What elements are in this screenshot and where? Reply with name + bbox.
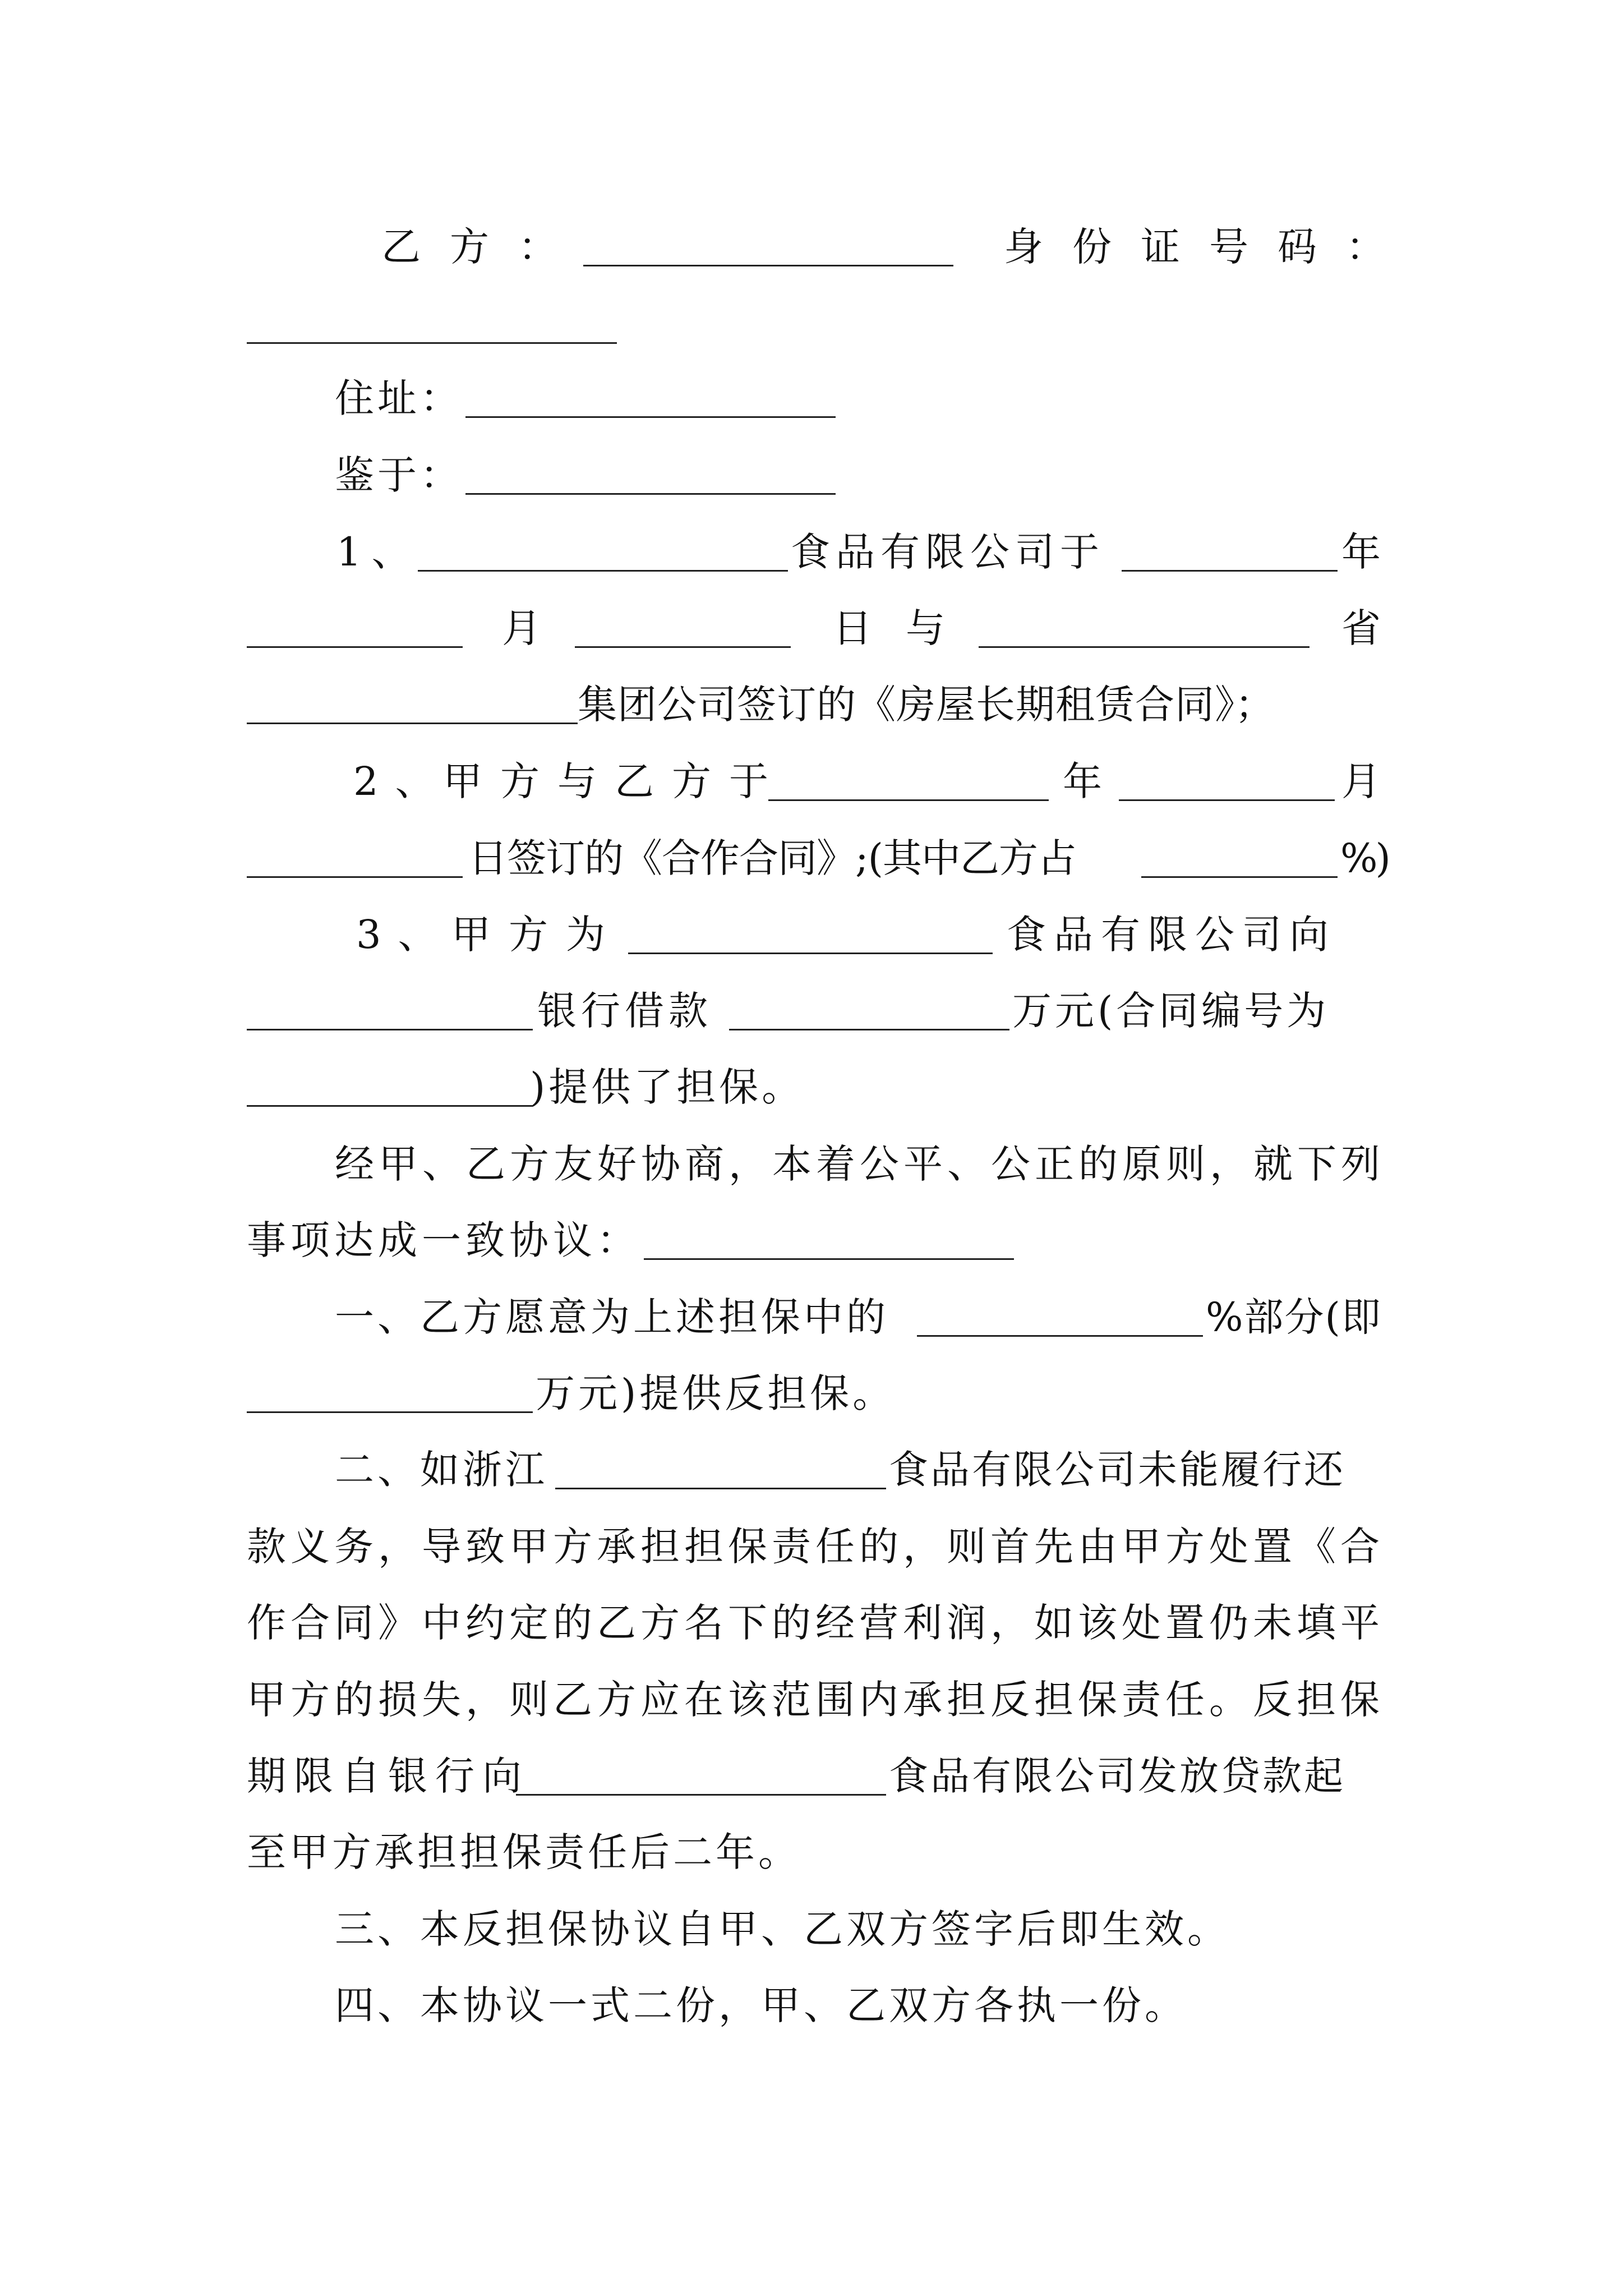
item1-province: 省 [1341, 605, 1381, 651]
item2-day-blank[interactable] [247, 876, 463, 878]
item1-day-blank[interactable] [575, 646, 791, 648]
clause1-text: 一、乙方愿意为上述担保中的 [335, 1294, 889, 1340]
item3-bank-blank[interactable] [247, 1029, 533, 1030]
clause2-line5-lead: 期限自银行向 [247, 1753, 529, 1799]
item1-province-blank[interactable] [979, 646, 1310, 648]
clause2-line2 [0, 1513, 1623, 1580]
clause1-amount-text: 万元)提供反担保。 [536, 1370, 896, 1416]
agreement-line1 [0, 1130, 1623, 1198]
clause2-line6-text: 至甲方承担担保责任后二年。 [247, 1829, 801, 1875]
item2-month: 月 [1341, 758, 1381, 804]
clause1-percent-part: %部分(即 [1206, 1294, 1382, 1340]
clause2-line4 [0, 1666, 1623, 1733]
item1-day: 日 [833, 605, 872, 651]
item1-number: 1、 [336, 529, 421, 575]
clause2-line5 [0, 1742, 1623, 1810]
clause1-line1 [0, 1283, 1623, 1351]
item3-amount-blank[interactable] [729, 1029, 1009, 1030]
clause3-line [0, 1895, 1623, 1963]
whereas-blank[interactable] [465, 493, 836, 495]
clause2-line3-text: 作合同》中约定的乙方名下的经营利润，如该处置仍未填平 [247, 1600, 1384, 1646]
clause3-text: 三、本反担保协议自甲、乙双方签字后即生效。 [335, 1906, 1230, 1952]
item1-month-blank[interactable] [247, 646, 463, 648]
item3-amount-text: 万元(合同编号为 [1012, 988, 1330, 1034]
address-label: 住址： [335, 375, 463, 421]
id-number-line [0, 291, 1623, 358]
clause1-line2 [0, 1360, 1623, 1427]
whereas-label: 鉴于： [335, 452, 463, 498]
item3-number: 3、 [356, 912, 454, 958]
item1-year: 年 [1341, 529, 1381, 575]
item3-line2 [0, 977, 1623, 1045]
item1-year-blank[interactable] [1122, 570, 1338, 572]
address-line [0, 365, 1623, 432]
clause2-line3 [0, 1589, 1623, 1657]
clause1-amount-blank[interactable] [247, 1411, 533, 1413]
item2-percent: %) [1340, 835, 1389, 881]
clause2-line2-text: 款义务，导致甲方承担担保责任的，则首先由甲方处置《合 [247, 1524, 1384, 1570]
item1-company-blank[interactable] [418, 570, 788, 572]
id-number-label: 身份证号码： [1004, 224, 1414, 270]
whereas-line [0, 441, 1623, 509]
clause1-percent-blank[interactable] [917, 1335, 1203, 1337]
item2-line2 [0, 825, 1623, 892]
item3-contract-number-blank[interactable] [247, 1105, 533, 1107]
clause2-line6 [0, 1819, 1623, 1886]
item3-guaranteed: )提供了担保。 [530, 1064, 805, 1110]
item2-number: 2、 [353, 758, 451, 804]
item1-line1 [0, 518, 1623, 586]
item2-month-blank[interactable] [1119, 799, 1335, 801]
agreement-line2 [0, 1207, 1623, 1274]
item1-line3 [0, 671, 1623, 738]
clause2-bank-blank[interactable] [516, 1794, 886, 1796]
clause2-line5-tail: 食品有限公司发放贷款起 [889, 1753, 1345, 1799]
item2-percent-blank[interactable] [1141, 876, 1338, 878]
item3-line3 [0, 1053, 1623, 1121]
clause2-company-blank[interactable] [555, 1488, 886, 1489]
item3-company-blank[interactable] [628, 953, 993, 954]
agreement-intro2: 事项达成一致协议： [247, 1217, 640, 1263]
item1-month: 月 [502, 605, 541, 651]
clause2-line1-tail: 食品有限公司未能履行还 [889, 1447, 1345, 1493]
item2-line1 [0, 748, 1623, 815]
item2-year-blank[interactable] [768, 799, 1049, 801]
clause2-lead: 二、如浙江 [335, 1447, 548, 1493]
item3-text: 甲方为 [451, 912, 623, 958]
item2-year: 年 [1063, 758, 1102, 804]
party-b-label: 乙方： [381, 224, 587, 270]
item1-with: 与 [906, 605, 945, 651]
address-blank[interactable] [465, 416, 836, 418]
item1-group-blank[interactable] [247, 723, 578, 724]
item1-line2 [0, 595, 1623, 662]
clause2-line4-text: 甲方的损失，则乙方应在该范围内承担反担保责任。反担保 [247, 1677, 1384, 1723]
party-b-line [0, 213, 1623, 280]
item3-bank-loan: 银行借款 [537, 988, 712, 1034]
item2-signed-text: 日签订的《合作合同》;(其中乙方占 [468, 835, 1076, 881]
agreement-blank[interactable] [644, 1258, 1014, 1260]
item1-company-text: 食品有限公司于 [791, 529, 1105, 575]
item1-group-text: 集团公司签订的《房屋长期租赁合同》； [578, 682, 1275, 728]
clause4-text: 四、本协议一式二份，甲、乙双方各执一份。 [335, 1982, 1187, 2028]
item3-line1 [0, 901, 1623, 968]
party-b-name-blank[interactable] [583, 265, 953, 266]
item3-company-to: 食品有限公司向 [1007, 912, 1336, 958]
agreement-intro: 经甲、乙方友好协商，本着公平、公正的原则，就下列 [335, 1141, 1385, 1187]
item2-text: 甲方与乙方于 [443, 758, 786, 804]
clause4-line [0, 1972, 1623, 2039]
clause2-line1 [0, 1436, 1623, 1503]
id-number-blank[interactable] [247, 342, 617, 344]
